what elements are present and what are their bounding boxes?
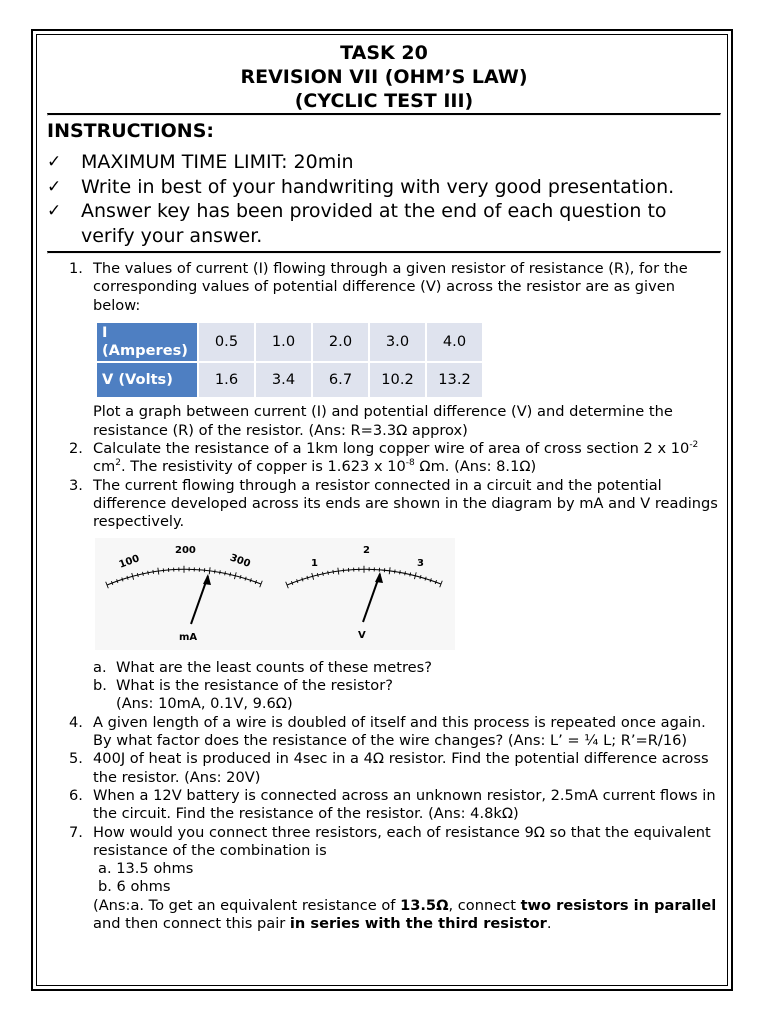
table-row: I (Amperes) 0.5 1.0 2.0 3.0 4.0 [97, 323, 482, 362]
question-4: 4. A given length of a wire is doubled of itself and this process is repeated once again. By what factor does the resistance of the wire changes? (Ans: L’ = ¼ L; R’=R/16) [47, 714, 721, 751]
test-title: (CYCLIC TEST III) [294, 90, 474, 112]
header-divider [47, 113, 721, 116]
scale-tick [394, 569, 395, 573]
voltmeter-unit: V [358, 629, 366, 641]
checkmark-icon: ✓ [47, 176, 62, 197]
revision-title: REVISION VII (OHM’S LAW) [240, 66, 528, 88]
worksheet [47, 41, 721, 933]
instructions-heading: INSTRUCTIONS: [47, 120, 214, 142]
instruction-item: ✓ Write in best of your handwriting with very good presentation. [47, 175, 675, 198]
instruction-item: ✓ MAXIMUM TIME LIMIT: 20min [47, 151, 354, 173]
sub-question-a: a. What are the least counts of these metres? [93, 658, 432, 676]
table-row: V (Volts) 1.6 3.4 6.7 10.2 13.2 [97, 363, 482, 397]
question-text: When a 12V battery is connected across an unknown resistor, 2.5mA current flows in the circuit. Find the resistance of the resistor. (Ans: 4.8kΩ) [93, 786, 716, 823]
answer-key: (Ans:a. To get an equivalent resistance of 13.5Ω, connect two resistors in parallel and then connect this pair in series with the third resistor. [93, 896, 717, 933]
question-text: Plot a graph between current (I) and potential difference (V) and determine the resistance (R) of the resistor. (Ans: R=3.3Ω approx) [93, 403, 673, 439]
checkmark-icon: ✓ [47, 152, 62, 172]
instructions-divider [47, 251, 721, 254]
ammeter-label-200: 200 [175, 544, 196, 556]
question-text: 400J of heat is produced in 4sec in a 4Ω resistor. Find the potential difference across the resistor. (Ans: 20V) [93, 750, 709, 786]
voltmeter-label-3: 3 [417, 557, 424, 569]
scale-tick [153, 569, 154, 573]
voltmeter-label-1: 1 [311, 557, 318, 569]
ammeter-label-100: 100 [117, 552, 142, 571]
scale-tick [214, 569, 215, 573]
question-6: 6. When a 12V battery is connected across an unknown resistor, 2.5mA current flows in the circuit. Find the resistance of the resistor. (Ans: 4.8kΩ) [47, 787, 721, 824]
instruction-item: ✓ Answer key has been provided at the end of each question to verify your answer. [47, 200, 667, 247]
sub-question-b: b. What is the resistance of the resistor? [93, 677, 393, 695]
question-7: 7. How would you connect three resistors, each of resistance 9Ω so that the equivalent resistance of the combination is a. 13.5 ohms b. 6 ohms (Ans:a. To get an equivalent resistance of 13.5Ω, connect two resistors in parallel and then connect this pair in series with the third resistor. [47, 824, 721, 934]
row-header: V (Volts) [97, 363, 197, 397]
scale-tick [333, 569, 334, 573]
ammeter-label-300: 300 [228, 551, 252, 570]
question-text: A given length of a wire is doubled of itself and this process is repeated once again. By what factor does the resistance of the wire changes? (Ans: L’ = ¼ L; R’=R/16) [93, 713, 706, 750]
question-text: How would you connect three resistors, each of resistance 9Ω so that the equivalent resistance of the combination is [93, 823, 711, 859]
question-1: 1. The values of current (I) flowing through a given resistor of resistance (R), for the corresponding values of potential difference (V) across the resistor are as given below: I (Amperes) 0.5 1.0 2.0 3.0 4.0 V (Volts) 1.6 3.4 6.7 10.2 13.2 Plot a graph between current (I) and potential difference (V) and determine the resistance (R) of the resistor. (Ans: R=3.3Ω approx) [47, 260, 721, 440]
ammeter-unit: mA [179, 631, 198, 643]
answer-key: (Ans: 10mA, 0.1V, 9.6Ω) [116, 695, 293, 713]
task-title: TASK 20 [340, 42, 428, 64]
question-5: 5. 400J of heat is produced in 4sec in a 4Ω resistor. Find the potential difference across the resistor. (Ans: 20V) [47, 750, 721, 787]
question-text: The values of current (I) flowing through a given resistor of resistance (R), for the corresponding values of potential difference (V) across the resistor are as given below: [93, 260, 688, 314]
question-list [47, 260, 721, 933]
option-b: b. 6 ohms [98, 878, 171, 896]
checkmark-icon: ✓ [47, 201, 62, 221]
question-2: 2. Calculate the resistance of a 1km long copper wire of area of cross section 2 x $10^{-2}$ $cm^2$. The resistivity of copper is 1.623 x $10^{-8}$ Ωm. (Ans: 8.1Ω) [47, 440, 721, 477]
question-3: 3. The current flowing through a resistor connected in a circuit and the potential difference developed across its ends are shown in the diagram by mA and V readings respectively. 100 200 300 mA 1 2 3 V a. What are the least counts of these metres? b. What is the resistance of the resistor? (Ans: 10mA, 0.1V, 9.6Ω) [47, 477, 721, 714]
row-header: I (Amperes) [97, 323, 197, 362]
question-text: The current flowing through a resistor connected in a circuit and the potential difference developed across its ends are shown in the diagram by mA and V readings respectively. [93, 476, 718, 531]
header [47, 41, 721, 113]
option-a: a. 13.5 ohms [98, 860, 194, 878]
instructions-list [47, 150, 721, 248]
question-text: Calculate the resistance of a 1km long copper wire of area of cross section 2 x $10^{-2}$ $cm^2$. The resistivity of copper is 1.623 x $10^{-8}$ Ωm. (Ans: 8.1Ω) [93, 440, 699, 476]
iv-data-table [95, 321, 484, 400]
voltmeter-label-2: 2 [363, 544, 370, 556]
meter-diagram [95, 538, 455, 650]
